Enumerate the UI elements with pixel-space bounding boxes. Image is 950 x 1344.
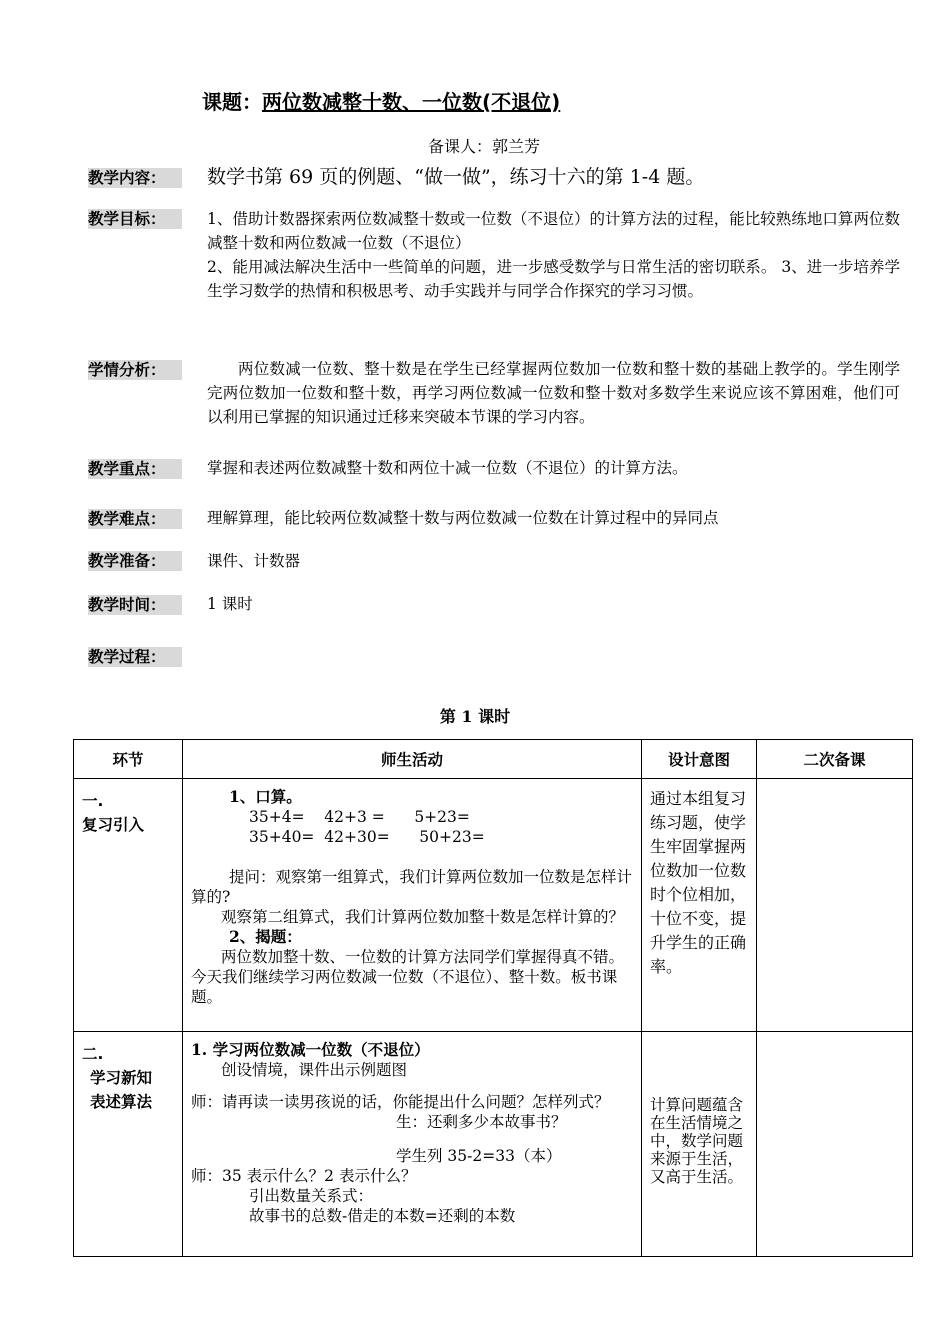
- goals-label: 教学目标：: [88, 209, 182, 229]
- lesson-title: 第 1 课时: [439, 707, 511, 726]
- table-header-row: [74, 740, 913, 779]
- goals-line-2: 2、能用减法解决生活中一些简单的问题，进一步感受数学与日常生活的密切联系。 3、进一步培养学生学习数学的热情和积极思考、动手实践并与同学合作探究的学习习惯。: [207, 258, 900, 300]
- header-intent: 设计意图: [642, 740, 757, 779]
- table-row: [74, 779, 913, 1032]
- question-2: 观察第二组算式，我们计算两位数加整十数是怎样计算的？: [221, 908, 625, 926]
- analysis-text: 两位数减一位数、整十数是在学生已经掌握两位数加一位数和整十数的基础上教学的。学生刚学完两位数加一位数和整十数，再学习两位数减一位数和整十数对多数学生来说应该不算困难，他们可以利用已掌握的知识通过迁移来突破本节课的学习内容。: [207, 360, 900, 426]
- activity-cell-1: [183, 779, 642, 1032]
- key-label: 教学重点：: [88, 459, 182, 479]
- relation-formula: 故事书的总数-借走的本数=还剩的本数: [249, 1207, 516, 1225]
- calc-line-2: 35+40= 42+30= 50+23=: [249, 828, 485, 846]
- question-1: 提问：观察第一组算式，我们计算两位数加一位数是怎样计算的?: [191, 868, 633, 906]
- teacher-question-2: 师：35 表示什么？2 表示什么？: [191, 1167, 417, 1185]
- teacher-question: 师：请再读一读男孩说的话，你能提出什么问题？怎样列式？: [191, 1093, 610, 1111]
- stage-cell-2: [74, 1032, 183, 1257]
- situation-text: 创设情境，课件出示例题图: [221, 1061, 408, 1079]
- key-text: 掌握和表述两位数减整十数和两位十减一位数（不退位）的计算方法。: [207, 459, 688, 477]
- student-equation: 学生列 35-2=33（本）: [396, 1147, 562, 1165]
- calc-line-1: 35+4= 42+3 = 5+23=: [249, 808, 470, 826]
- reveal-heading: 2、揭题：: [229, 927, 302, 946]
- time-text: 1 课时: [207, 595, 253, 613]
- second-prep-cell-1: [757, 779, 913, 1032]
- stage-cell-1: [74, 779, 183, 1032]
- process-label: 教学过程：: [88, 647, 182, 667]
- page-title: [202, 86, 560, 115]
- lesson-plan-table: [73, 739, 913, 1257]
- stage-number: 一.: [82, 792, 104, 810]
- reveal-text: 两位数加整十数、一位数的计算方法同学们掌握得真不错。今天我们继续学习两位数减一位数（不退位）、整十数。板书课题。: [191, 948, 625, 1006]
- stage-name-2: 表述算法: [90, 1093, 153, 1111]
- content-text: 数学书第 69 页的例题、“做一做”，练习十六的第 1-4 题。: [207, 166, 705, 188]
- title-prefix: 课题：: [202, 90, 262, 114]
- oral-calc-heading: 1、口算。: [229, 787, 302, 806]
- header-second-prep: 二次备课: [757, 740, 913, 779]
- difficulty-label: 教学难点：: [88, 509, 182, 529]
- stage-name-1: 学习新知: [90, 1069, 153, 1087]
- second-prep-cell-2: [757, 1032, 913, 1257]
- prep-label: 教学准备：: [88, 551, 182, 571]
- stage-name: 复习引入: [82, 816, 145, 834]
- author-line: 备课人：郭兰芳: [428, 137, 541, 156]
- title-topic: 两位数减整十数、一位数(不退位): [262, 90, 561, 114]
- prep-text: 课件、计数器: [207, 552, 301, 570]
- goals-text: [207, 207, 900, 303]
- intent-cell-1: [642, 779, 757, 1032]
- intent-text-2: 计算问题蕴含在生活情境之中，数学问题来源于生活，又高于生活。: [650, 1096, 744, 1186]
- new-topic-heading: 1. 学习两位数减一位数（不退位）: [191, 1040, 430, 1059]
- student-question: 生：还剩多少本故事书？: [396, 1113, 567, 1131]
- content-label: 教学内容：: [88, 168, 182, 188]
- goals-line-1: 1、借助计数器探索两位数减整十数或一位数（不退位）的计算方法的过程，能比较熟练地口算两位数减整十数和两位数减一位数（不退位）: [207, 210, 900, 252]
- intent-text-1: 通过本组复习练习题，使学生牢固掌握两位数加一位数时个位相加，十位不变，提升学生的正确率。: [650, 789, 747, 976]
- stage-number: 二.: [82, 1045, 104, 1063]
- analysis-label: 学情分析：: [88, 360, 182, 380]
- header-stage: 环节: [74, 740, 183, 779]
- difficulty-text: 理解算理，能比较两位数减整十数与两位数减一位数在计算过程中的异同点: [207, 509, 719, 527]
- time-label: 教学时间：: [88, 595, 182, 615]
- relation-intro: 引出数量关系式：: [249, 1187, 374, 1205]
- header-activity: 师生活动: [183, 740, 642, 779]
- intent-cell-2: [642, 1032, 757, 1257]
- table-row: [74, 1032, 913, 1257]
- activity-cell-2: [183, 1032, 642, 1257]
